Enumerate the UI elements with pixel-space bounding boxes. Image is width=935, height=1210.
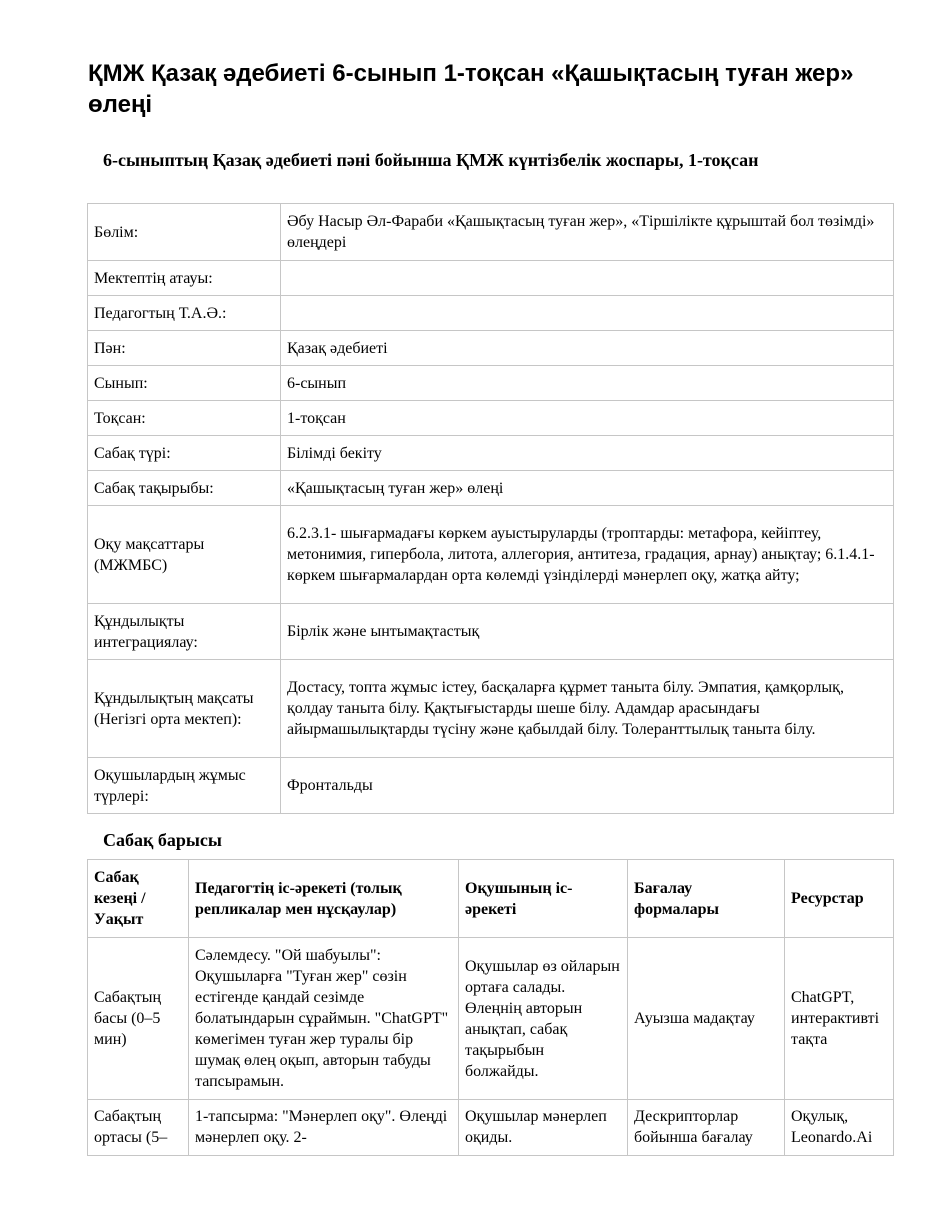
table-row bbox=[88, 366, 894, 401]
table-row bbox=[88, 660, 894, 758]
info-value: «Қашықтасың туған жер» өлеңі bbox=[281, 471, 894, 506]
info-label: Мектептің атауы: bbox=[88, 261, 281, 296]
resources-cell: Оқулық, Leonardo.Ai bbox=[785, 1100, 894, 1156]
info-value: 6-сынып bbox=[281, 366, 894, 401]
info-label: Тоқсан: bbox=[88, 401, 281, 436]
table-row bbox=[88, 261, 894, 296]
table-header-row bbox=[88, 860, 894, 938]
info-value: 6.2.3.1- шығармадағы көркем ауыстыруларды (троптарды: метафора, кейіптеу, метонимия, гипербола, литота, аллегория, антитеза, градация, арнау) анықтау; 6.1.4.1- көркем шығармалардан орта көлемді үзінділерді мәнерлеп оқу, жатқа айту; bbox=[281, 506, 894, 604]
info-value: Фронтальды bbox=[281, 758, 894, 814]
student-cell: Оқушылар мәнерлеп оқиды. bbox=[459, 1100, 628, 1156]
header-resources: Ресурстар bbox=[785, 860, 894, 938]
info-label: Сабақ тақырыбы: bbox=[88, 471, 281, 506]
info-value: Білімді бекіту bbox=[281, 436, 894, 471]
table-row bbox=[88, 471, 894, 506]
info-label: Сынып: bbox=[88, 366, 281, 401]
info-label: Құндылықты интеграциялау: bbox=[88, 604, 281, 660]
table-row bbox=[88, 331, 894, 366]
info-label: Оқу мақсаттары (МЖМБС) bbox=[88, 506, 281, 604]
info-label: Сабақ түрі: bbox=[88, 436, 281, 471]
table-row bbox=[88, 1100, 894, 1156]
table-row bbox=[88, 401, 894, 436]
info-value: Бірлік және ынтымақтастық bbox=[281, 604, 894, 660]
table-row bbox=[88, 506, 894, 604]
resources-cell: ChatGPT, интерактивті тақта bbox=[785, 938, 894, 1100]
header-assessment: Бағалау формалары bbox=[628, 860, 785, 938]
table-row bbox=[88, 436, 894, 471]
teacher-cell: Сәлемдесу. "Ой шабуылы": Оқушыларға "Туған жер" сөзін естігенде қандай сезімде болатындарын сұраймын. "ChatGPT" көмегімен туған жер туралы бір шумақ өлең оқып, авторын табуды тапсырамын. bbox=[189, 938, 459, 1100]
table-row bbox=[88, 938, 894, 1100]
student-cell: Оқушылар өз ойларын ортаға салады. Өлеңнің авторын анықтап, сабақ тақырыбын болжайды. bbox=[459, 938, 628, 1100]
info-label: Бөлім: bbox=[88, 204, 281, 261]
lesson-heading: Сабақ барысы bbox=[103, 830, 222, 850]
info-value bbox=[281, 261, 894, 296]
teacher-cell: 1-тапсырма: "Мәнерлеп оқу". Өлеңді мәнерлеп оқу. 2- bbox=[189, 1100, 459, 1156]
table-row bbox=[88, 604, 894, 660]
lesson-flow-table bbox=[87, 859, 894, 1156]
lesson-info-table bbox=[87, 203, 894, 814]
info-label: Оқушылардың жұмыс түрлері: bbox=[88, 758, 281, 814]
info-label: Пән: bbox=[88, 331, 281, 366]
header-student: Оқушының іс-әрекеті bbox=[459, 860, 628, 938]
info-label: Педагогтың Т.А.Ә.: bbox=[88, 296, 281, 331]
stage-cell: Сабақтың ортасы (5– bbox=[88, 1100, 189, 1156]
assessment-cell: Дескрипторлар бойынша бағалау bbox=[628, 1100, 785, 1156]
info-label: Құндылықтың мақсаты (Негізгі орта мектеп): bbox=[88, 660, 281, 758]
table-row bbox=[88, 296, 894, 331]
info-value: Әбу Насыр Әл-Фараби «Қашықтасың туған жер», «Тіршілікте құрыштай бол төзімді» өлеңдері bbox=[281, 204, 894, 261]
assessment-cell: Ауызша мадақтау bbox=[628, 938, 785, 1100]
table-row bbox=[88, 204, 894, 261]
header-stage: Сабақ кезеңі / Уақыт bbox=[88, 860, 189, 938]
info-value bbox=[281, 296, 894, 331]
info-value: Қазақ әдебиеті bbox=[281, 331, 894, 366]
table-row bbox=[88, 758, 894, 814]
info-value: 1-тоқсан bbox=[281, 401, 894, 436]
page-title: ҚМЖ Қазақ әдебиеті 6-сынып 1-тоқсан «Қашықтасың туған жер» өлеңі bbox=[88, 60, 854, 118]
stage-cell: Сабақтың басы (0–5 мин) bbox=[88, 938, 189, 1100]
plan-heading: 6-сыныптың Қазақ әдебиеті пәні бойынша ҚМЖ күнтізбелік жоспары, 1-тоқсан bbox=[103, 150, 759, 170]
header-teacher: Педагогтің іс-әрекеті (толық репликалар мен нұсқаулар) bbox=[189, 860, 459, 938]
info-value: Достасу, топта жұмыс істеу, басқаларға құрмет таныта білу. Эмпатия, қамқорлық, қолдау таныта білу. Қақтығыстарды шеше білу. Адамдар арасындағы айырмашылықтарды түсіну және қабылдай білу. Толеранттылық таныта білу. bbox=[281, 660, 894, 758]
